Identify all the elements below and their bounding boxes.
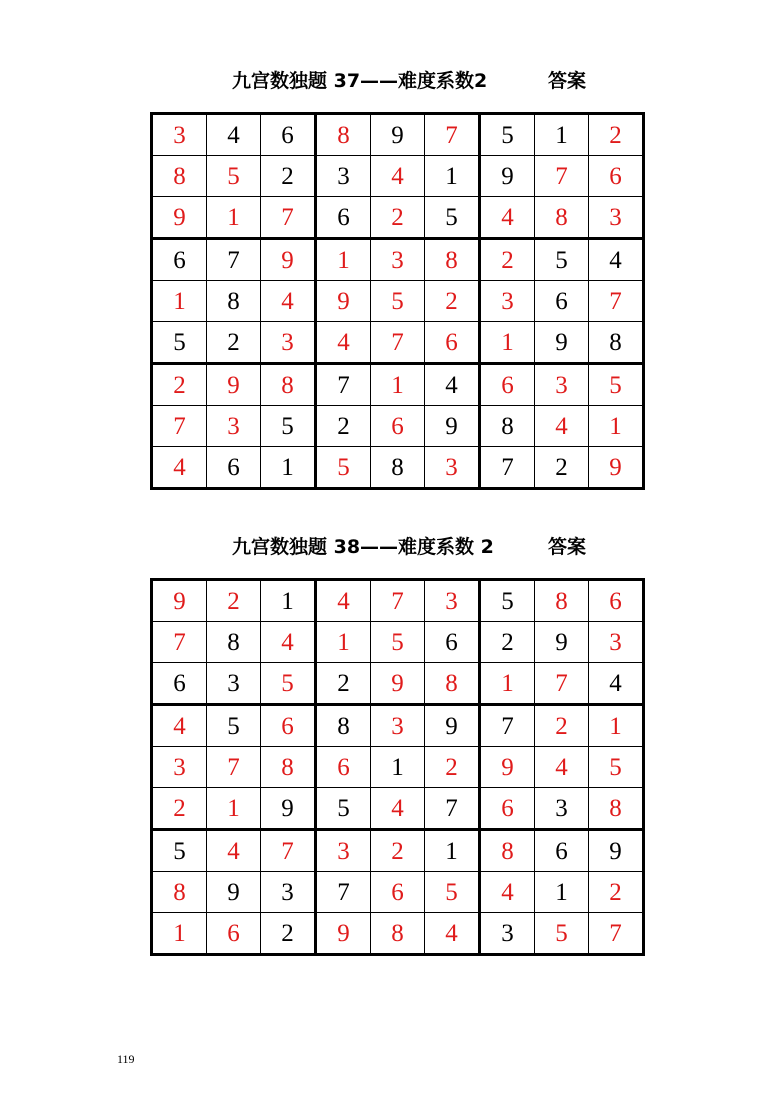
sudoku-cell: 7 [316, 872, 371, 913]
sudoku-cell: 6 [152, 663, 207, 705]
sudoku-cell: 6 [261, 114, 316, 156]
sudoku-cell: 4 [261, 622, 316, 663]
sudoku-cell: 3 [261, 322, 316, 364]
sudoku-cell: 8 [152, 156, 207, 197]
sudoku-cell: 9 [535, 622, 589, 663]
grid-row [152, 281, 644, 322]
puzzle-38-title [0, 528, 780, 562]
sudoku-cell: 8 [425, 663, 480, 705]
sudoku-cell: 2 [425, 747, 480, 788]
sudoku-cell: 7 [316, 364, 371, 406]
grid-row [152, 447, 644, 489]
sudoku-cell: 1 [589, 406, 644, 447]
sudoku-cell: 5 [152, 322, 207, 364]
sudoku-cell: 5 [480, 114, 535, 156]
sudoku-cell: 2 [207, 580, 261, 622]
sudoku-cell: 6 [316, 747, 371, 788]
sudoku-cell: 2 [261, 913, 316, 955]
sudoku-cell: 5 [316, 447, 371, 489]
sudoku-cell: 3 [316, 156, 371, 197]
sudoku-cell: 8 [316, 705, 371, 747]
sudoku-cell: 2 [535, 447, 589, 489]
grid-row [152, 322, 644, 364]
sudoku-cell: 3 [480, 281, 535, 322]
grid-row [152, 872, 644, 913]
sudoku-cell: 3 [152, 114, 207, 156]
grid-row [152, 156, 644, 197]
sudoku-grid-37 [150, 112, 645, 490]
sudoku-cell: 7 [535, 156, 589, 197]
sudoku-cell: 7 [207, 747, 261, 788]
sudoku-cell: 1 [207, 197, 261, 239]
sudoku-cell: 3 [535, 788, 589, 830]
sudoku-cell: 9 [207, 872, 261, 913]
sudoku-cell: 9 [480, 747, 535, 788]
grid-row [152, 239, 644, 281]
sudoku-cell: 6 [535, 830, 589, 872]
grid-row [152, 114, 644, 156]
grid-row [152, 913, 644, 955]
sudoku-cell: 5 [425, 872, 480, 913]
sudoku-cell: 8 [207, 281, 261, 322]
grid-row [152, 364, 644, 406]
sudoku-cell: 5 [261, 663, 316, 705]
sudoku-cell: 1 [425, 156, 480, 197]
sudoku-cell: 5 [589, 364, 644, 406]
sudoku-cell: 3 [207, 663, 261, 705]
sudoku-cell: 8 [480, 406, 535, 447]
sudoku-cell: 9 [371, 663, 425, 705]
answer-label: 答案 [548, 70, 587, 92]
sudoku-cell: 9 [207, 364, 261, 406]
sudoku-cell: 3 [207, 406, 261, 447]
sudoku-cell: 1 [261, 447, 316, 489]
sudoku-cell: 2 [316, 406, 371, 447]
sudoku-cell: 1 [316, 239, 371, 281]
sudoku-cell: 5 [589, 747, 644, 788]
sudoku-cell: 8 [261, 747, 316, 788]
sudoku-cell: 8 [480, 830, 535, 872]
sudoku-cell: 8 [371, 447, 425, 489]
sudoku-cell: 7 [425, 114, 480, 156]
grid-row [152, 580, 644, 622]
sudoku-cell: 6 [207, 447, 261, 489]
sudoku-cell: 7 [261, 197, 316, 239]
sudoku-cell: 8 [371, 913, 425, 955]
grid-row [152, 663, 644, 705]
sudoku-cell: 2 [316, 663, 371, 705]
puzzle-title-text: 九宫数独题 38——难度系数 2 [232, 536, 494, 558]
sudoku-cell: 4 [535, 406, 589, 447]
sudoku-cell: 4 [261, 281, 316, 322]
sudoku-cell: 1 [535, 114, 589, 156]
sudoku-cell: 7 [425, 788, 480, 830]
puzzle-37-title [0, 62, 780, 96]
sudoku-cell: 4 [425, 913, 480, 955]
sudoku-cell: 7 [480, 447, 535, 489]
grid-row [152, 622, 644, 663]
sudoku-cell: 2 [371, 197, 425, 239]
sudoku-cell: 8 [589, 322, 644, 364]
sudoku-cell: 4 [589, 239, 644, 281]
sudoku-cell: 1 [371, 364, 425, 406]
sudoku-cell: 4 [371, 788, 425, 830]
sudoku-cell: 2 [261, 156, 316, 197]
sudoku-cell: 6 [480, 364, 535, 406]
sudoku-cell: 3 [535, 364, 589, 406]
grid-row [152, 830, 644, 872]
sudoku-cell: 4 [480, 872, 535, 913]
sudoku-cell: 8 [152, 872, 207, 913]
sudoku-cell: 3 [589, 622, 644, 663]
page-number: 119 [117, 1052, 135, 1066]
answer-label: 答案 [548, 536, 587, 558]
sudoku-cell: 1 [152, 913, 207, 955]
sudoku-cell: 9 [589, 830, 644, 872]
sudoku-cell: 2 [480, 239, 535, 281]
sudoku-cell: 7 [152, 406, 207, 447]
sudoku-cell: 6 [589, 156, 644, 197]
sudoku-cell: 2 [152, 788, 207, 830]
sudoku-cell: 5 [261, 406, 316, 447]
sudoku-cell: 3 [316, 830, 371, 872]
sudoku-cell: 4 [316, 322, 371, 364]
grid-row [152, 406, 644, 447]
sudoku-cell: 4 [480, 197, 535, 239]
sudoku-cell: 8 [589, 788, 644, 830]
sudoku-cell: 4 [371, 156, 425, 197]
sudoku-cell: 9 [425, 406, 480, 447]
sudoku-cell: 4 [207, 114, 261, 156]
grid-row [152, 747, 644, 788]
sudoku-cell: 3 [261, 872, 316, 913]
sudoku-cell: 9 [261, 788, 316, 830]
sudoku-cell: 2 [535, 705, 589, 747]
sudoku-cell: 6 [371, 406, 425, 447]
sudoku-cell: 7 [535, 663, 589, 705]
sudoku-cell: 8 [535, 580, 589, 622]
sudoku-cell: 3 [480, 913, 535, 955]
sudoku-cell: 4 [207, 830, 261, 872]
sudoku-cell: 9 [316, 281, 371, 322]
sudoku-cell: 9 [425, 705, 480, 747]
sudoku-cell: 1 [480, 322, 535, 364]
sudoku-cell: 8 [316, 114, 371, 156]
sudoku-cell: 4 [535, 747, 589, 788]
sudoku-cell: 2 [480, 622, 535, 663]
sudoku-cell: 7 [152, 622, 207, 663]
sudoku-cell: 7 [261, 830, 316, 872]
sudoku-cell: 4 [316, 580, 371, 622]
sudoku-cell: 6 [371, 872, 425, 913]
sudoku-cell: 9 [371, 114, 425, 156]
sudoku-cell: 6 [425, 322, 480, 364]
sudoku-grid-38 [150, 578, 645, 956]
sudoku-cell: 8 [207, 622, 261, 663]
sudoku-cell: 5 [152, 830, 207, 872]
sudoku-cell: 4 [152, 447, 207, 489]
sudoku-cell: 1 [589, 705, 644, 747]
sudoku-cell: 7 [589, 281, 644, 322]
sudoku-cell: 6 [535, 281, 589, 322]
sudoku-cell: 9 [480, 156, 535, 197]
puzzle-title-text: 九宫数独题 37——难度系数2 [232, 70, 488, 92]
sudoku-cell: 5 [535, 239, 589, 281]
sudoku-cell: 2 [589, 114, 644, 156]
sudoku-cell: 6 [261, 705, 316, 747]
sudoku-cell: 9 [535, 322, 589, 364]
sudoku-cell: 9 [152, 197, 207, 239]
sudoku-cell: 3 [371, 705, 425, 747]
sudoku-cell: 6 [480, 788, 535, 830]
sudoku-cell: 7 [207, 239, 261, 281]
sudoku-cell: 5 [316, 788, 371, 830]
sudoku-cell: 7 [589, 913, 644, 955]
sudoku-cell: 1 [152, 281, 207, 322]
sudoku-cell: 6 [152, 239, 207, 281]
sudoku-cell: 2 [589, 872, 644, 913]
sudoku-cell: 4 [589, 663, 644, 705]
sudoku-cell: 9 [316, 913, 371, 955]
sudoku-cell: 9 [589, 447, 644, 489]
sudoku-cell: 6 [589, 580, 644, 622]
sudoku-cell: 1 [535, 872, 589, 913]
sudoku-cell: 2 [152, 364, 207, 406]
sudoku-cell: 5 [535, 913, 589, 955]
sudoku-cell: 1 [261, 580, 316, 622]
sudoku-cell: 3 [152, 747, 207, 788]
sudoku-cell: 5 [480, 580, 535, 622]
sudoku-cell: 5 [371, 622, 425, 663]
sudoku-cell: 2 [425, 281, 480, 322]
sudoku-cell: 8 [425, 239, 480, 281]
sudoku-cell: 1 [316, 622, 371, 663]
sudoku-cell: 6 [316, 197, 371, 239]
sudoku-cell: 7 [371, 322, 425, 364]
sudoku-cell: 3 [589, 197, 644, 239]
sudoku-cell: 5 [207, 705, 261, 747]
sudoku-cell: 3 [425, 447, 480, 489]
grid-row [152, 197, 644, 239]
sudoku-cell: 4 [425, 364, 480, 406]
sudoku-cell: 7 [371, 580, 425, 622]
sudoku-cell: 5 [425, 197, 480, 239]
sudoku-cell: 4 [152, 705, 207, 747]
grid-row [152, 788, 644, 830]
sudoku-cell: 1 [480, 663, 535, 705]
sudoku-cell: 2 [207, 322, 261, 364]
sudoku-cell: 9 [261, 239, 316, 281]
sudoku-cell: 6 [207, 913, 261, 955]
sudoku-cell: 6 [425, 622, 480, 663]
sudoku-cell: 3 [371, 239, 425, 281]
grid-row [152, 705, 644, 747]
sudoku-cell: 8 [535, 197, 589, 239]
sudoku-cell: 1 [207, 788, 261, 830]
sudoku-cell: 5 [371, 281, 425, 322]
sudoku-cell: 8 [261, 364, 316, 406]
sudoku-cell: 7 [480, 705, 535, 747]
sudoku-cell: 1 [371, 747, 425, 788]
sudoku-cell: 3 [425, 580, 480, 622]
sudoku-cell: 2 [371, 830, 425, 872]
sudoku-cell: 1 [425, 830, 480, 872]
sudoku-cell: 9 [152, 580, 207, 622]
sudoku-cell: 5 [207, 156, 261, 197]
